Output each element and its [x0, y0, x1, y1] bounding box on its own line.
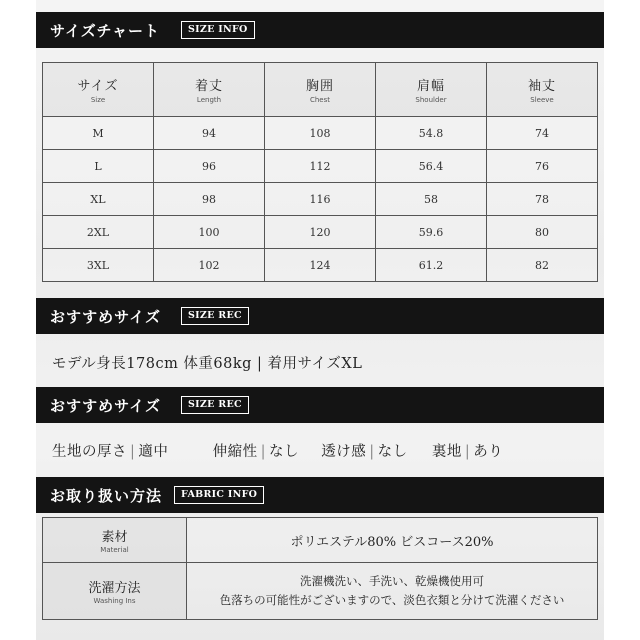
model-info-text: モデル身長178cm 体重68kg | 着用サイズXL — [52, 356, 363, 372]
section-tag: SIZE REC — [181, 396, 249, 414]
cell: 108 — [265, 117, 376, 150]
cell: 61.2 — [376, 249, 487, 282]
attr-label: 透け感 — [321, 444, 367, 460]
attr-value: なし — [377, 444, 408, 460]
section-tag: FABRIC INFO — [174, 486, 264, 504]
model-section-header — [36, 298, 604, 334]
table-row — [43, 117, 598, 150]
section-tag: SIZE REC — [181, 307, 249, 325]
cell: 96 — [154, 150, 265, 183]
material-label: 素材 Material — [43, 518, 187, 563]
size-chart-header — [36, 12, 604, 48]
cell: M — [43, 117, 154, 150]
cell: 80 — [487, 216, 598, 249]
cell: 56.4 — [376, 150, 487, 183]
cell: XL — [43, 183, 154, 216]
cell: 124 — [265, 249, 376, 282]
fabric-attributes: 生地の厚さ | 適中 伸縮性 | なし 透け感 | なし 裏地 | あり — [52, 444, 504, 460]
cell: 102 — [154, 249, 265, 282]
cell: 3XL — [43, 249, 154, 282]
table-row — [43, 150, 598, 183]
cell: 58 — [376, 183, 487, 216]
header-chest: 胸囲 Chest — [265, 63, 376, 117]
cell: 2XL — [43, 216, 154, 249]
section-title: おすすめサイズ — [50, 308, 161, 326]
attr-value: 適中 — [138, 444, 169, 460]
section-tag: SIZE INFO — [181, 21, 255, 39]
washing-value: 洗濯機洗い、手洗い、乾燥機使用可 色落ちの可能性がございますので、淡色衣類と分けて洗濯ください — [187, 563, 598, 620]
header-shoulder: 肩幅 Shoulder — [376, 63, 487, 117]
fabric-table — [42, 517, 598, 620]
cell: 120 — [265, 216, 376, 249]
attributes-section-header — [36, 387, 604, 423]
section-title: おすすめサイズ — [50, 397, 161, 415]
washing-row — [43, 563, 598, 620]
attr-label: 伸縮性 — [212, 444, 258, 460]
cell: L — [43, 150, 154, 183]
table-header-row — [43, 63, 598, 117]
section-title: サイズチャート — [50, 22, 161, 40]
cell: 98 — [154, 183, 265, 216]
material-value: ポリエステル80% ビスコース20% — [187, 518, 598, 563]
material-row — [43, 518, 598, 563]
cell: 100 — [154, 216, 265, 249]
table-row — [43, 216, 598, 249]
header-sleeve: 袖丈 Sleeve — [487, 63, 598, 117]
cell: 116 — [265, 183, 376, 216]
cell: 78 — [487, 183, 598, 216]
attr-label: 裏地 — [431, 444, 462, 460]
cell: 54.8 — [376, 117, 487, 150]
cell: 76 — [487, 150, 598, 183]
size-table — [42, 62, 598, 282]
cell: 94 — [154, 117, 265, 150]
header-length: 着丈 Length — [154, 63, 265, 117]
table-row — [43, 249, 598, 282]
attr-value: なし — [269, 444, 299, 460]
attr-label: 生地の厚さ — [52, 444, 127, 460]
cell: 59.6 — [376, 216, 487, 249]
washing-label: 洗濯方法 Washing Ins — [43, 563, 187, 620]
cell: 112 — [265, 150, 376, 183]
attr-value: あり — [473, 444, 504, 460]
table-row — [43, 183, 598, 216]
cell: 74 — [487, 117, 598, 150]
section-title: お取り扱い方法 — [50, 487, 163, 505]
header-size: サイズ Size — [43, 63, 154, 117]
fabric-section-header — [36, 477, 604, 513]
cell: 82 — [487, 249, 598, 282]
